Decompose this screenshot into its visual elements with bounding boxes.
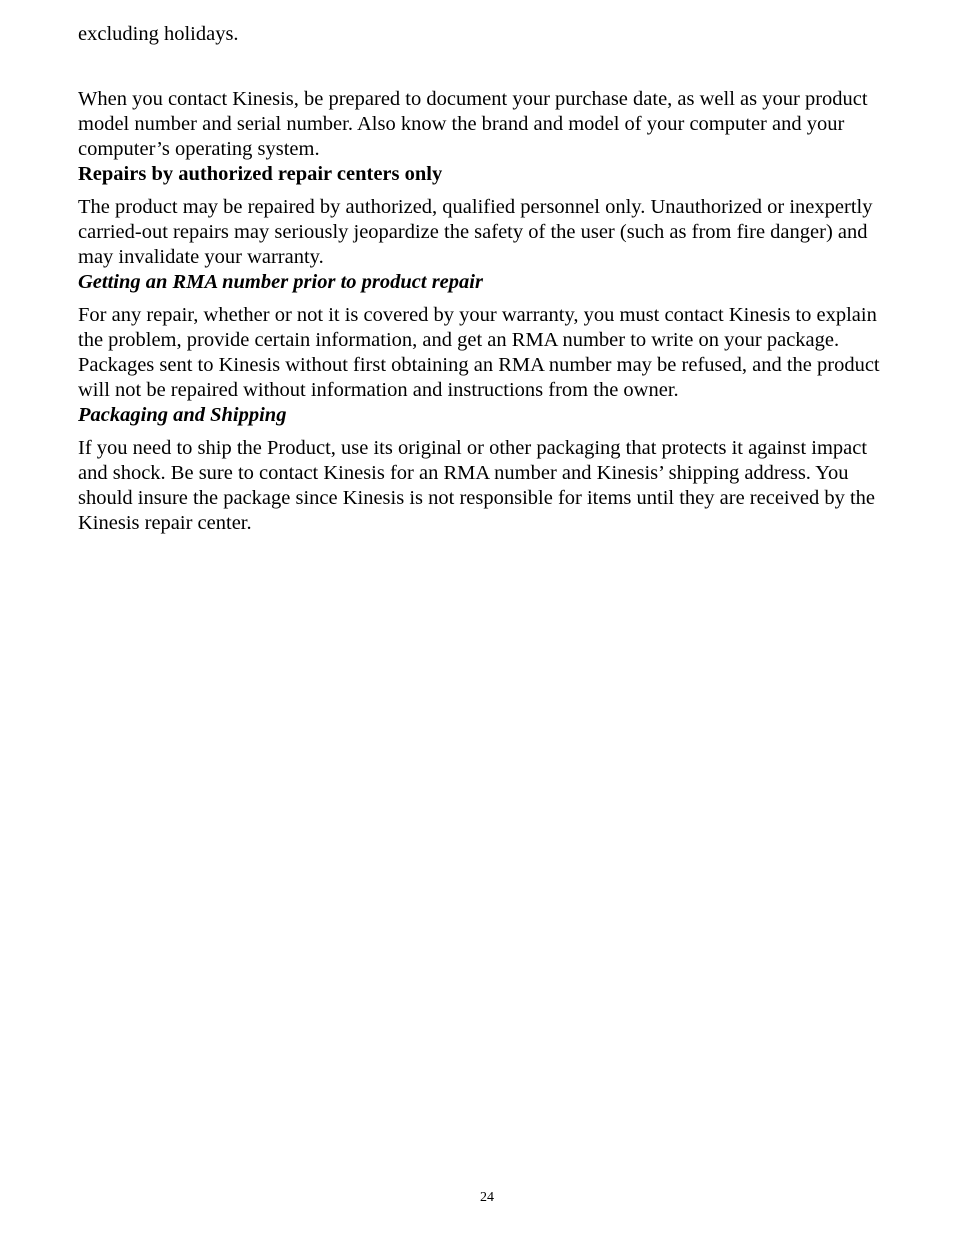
paragraph-holidays: excluding holidays. bbox=[78, 23, 239, 45]
paragraph-rma-number: For any repair, whether or not it is covered by your warranty, you must contact Kinesis to explain the problem, provide certain information, and get an RMA number to write on your package. Packages sent to Kinesis without first obtaining an RMA number may be refused, and the product will not be repaired without information and instructions from the owner. bbox=[78, 304, 880, 401]
paragraph-packaging-shipping: If you need to ship the Product, use its original or other packaging that protects it against impact and shock. Be sure to contact Kinesis for an RMA number and Kinesis’ shipping address. You should insure the package since Kinesis is not responsible for items until they are received by the Kinesis repair center. bbox=[78, 437, 876, 534]
heading-authorized-repairs: Repairs by authorized repair centers only bbox=[78, 163, 443, 185]
page-content bbox=[78, 22, 898, 536]
page-number: 24 bbox=[480, 1190, 494, 1205]
paragraph-authorized-repairs: The product may be repaired by authorized, qualified personnel only. Unauthorized or inexpertly carried-out repairs may seriously jeopardize the safety of the user (such as from fire danger) and may invalidate your warranty. bbox=[78, 196, 873, 268]
heading-rma-number: Getting an RMA number prior to product repair bbox=[78, 271, 483, 293]
heading-packaging-shipping: Packaging and Shipping bbox=[78, 404, 287, 426]
paragraph-contact-info: When you contact Kinesis, be prepared to document your purchase date, as well as your product model number and serial number. Also know the brand and model of your computer and your computer’s operating system. bbox=[78, 88, 868, 160]
